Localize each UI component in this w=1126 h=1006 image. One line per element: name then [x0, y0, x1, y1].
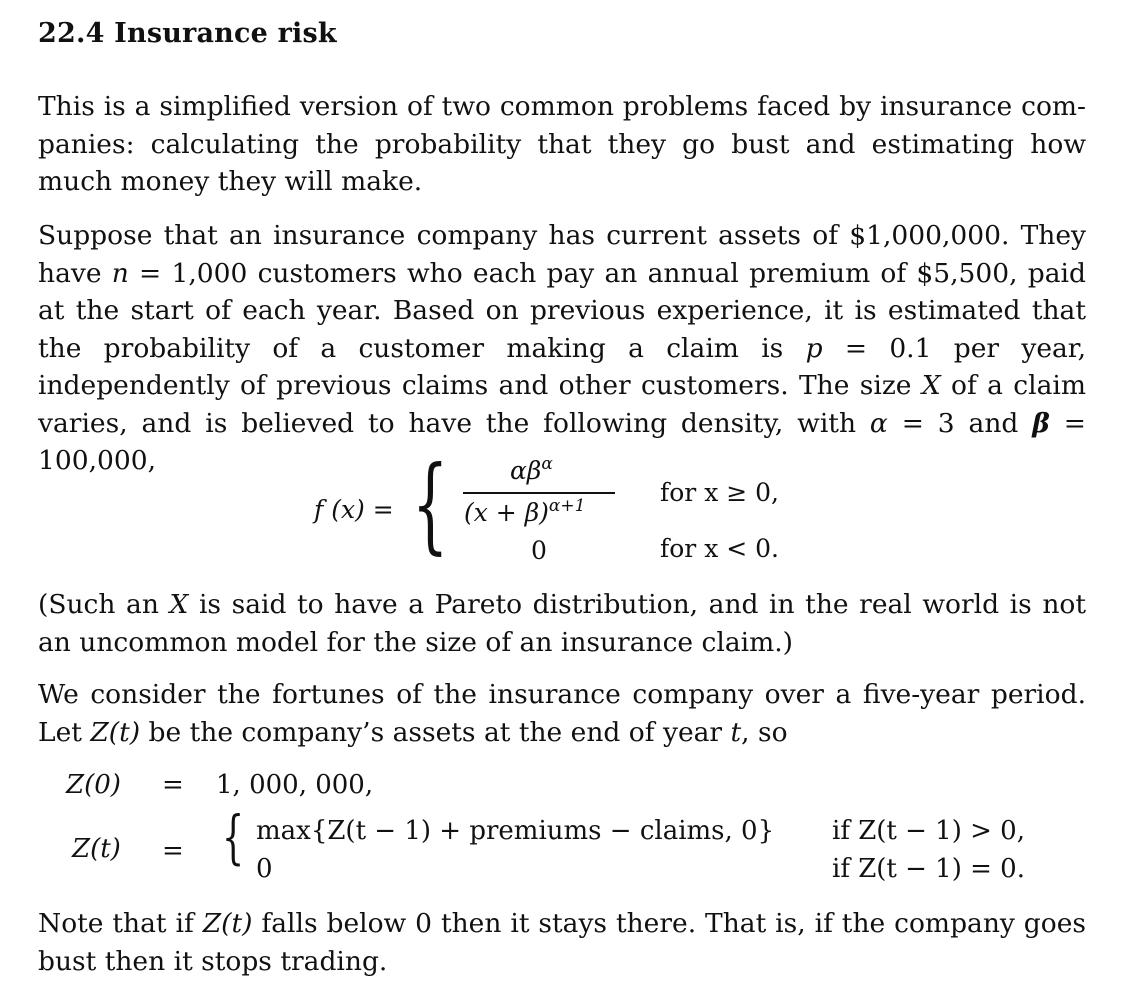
pareto-note-paragraph: (Such an X is said to have a Pareto distribution, and in the real world is not an uncommon model for the size of an insurance claim.) — [38, 589, 1086, 658]
fortunes-paragraph: We consider the fortunes of the insurance company over a five-year period. Let Z(t) be the company’s assets at the end of year t, so — [38, 679, 1086, 748]
intro-paragraph: This is a simplified version of two common problems faced by insurance com-panies: calculating the probability that they go bust and estimating how much money they will make. — [38, 91, 1086, 197]
note-paragraph: Note that if Z(t) falls below 0 then it stays there. That is, if the company goes bust then it stops trading. — [38, 908, 1086, 977]
setup-paragraph: Suppose that an insurance company has current assets of $1,000,000. They have n = 1,000 customers who each pay an annual premium of $5,500, paid at the start of each year. Based on previous experience, it is estimated that the probability of a customer making a claim is p = 0.1 per year, independently of previous claims and other customers. The size X of a claim varies, and is believed to have the following density, with α = 3 and β = 100,000, — [38, 220, 1086, 476]
assets-recursion: Z(0) = 1, 000, 000, Z(t) = { max{Z(t − 1) + premiums − claims, 0} 0 if Z(t − 1) > 0, if Z(t − 1) = 0. — [66, 770, 1025, 884]
section-heading: 22.4 Insurance risk — [38, 18, 337, 49]
pareto-density-formula: f (x) = { $\alpha\beta^\alpha$ $(x + \beta)^{\alpha+1}$ 0 for x ≥ 0, for x < 0. — [314, 443, 779, 565]
